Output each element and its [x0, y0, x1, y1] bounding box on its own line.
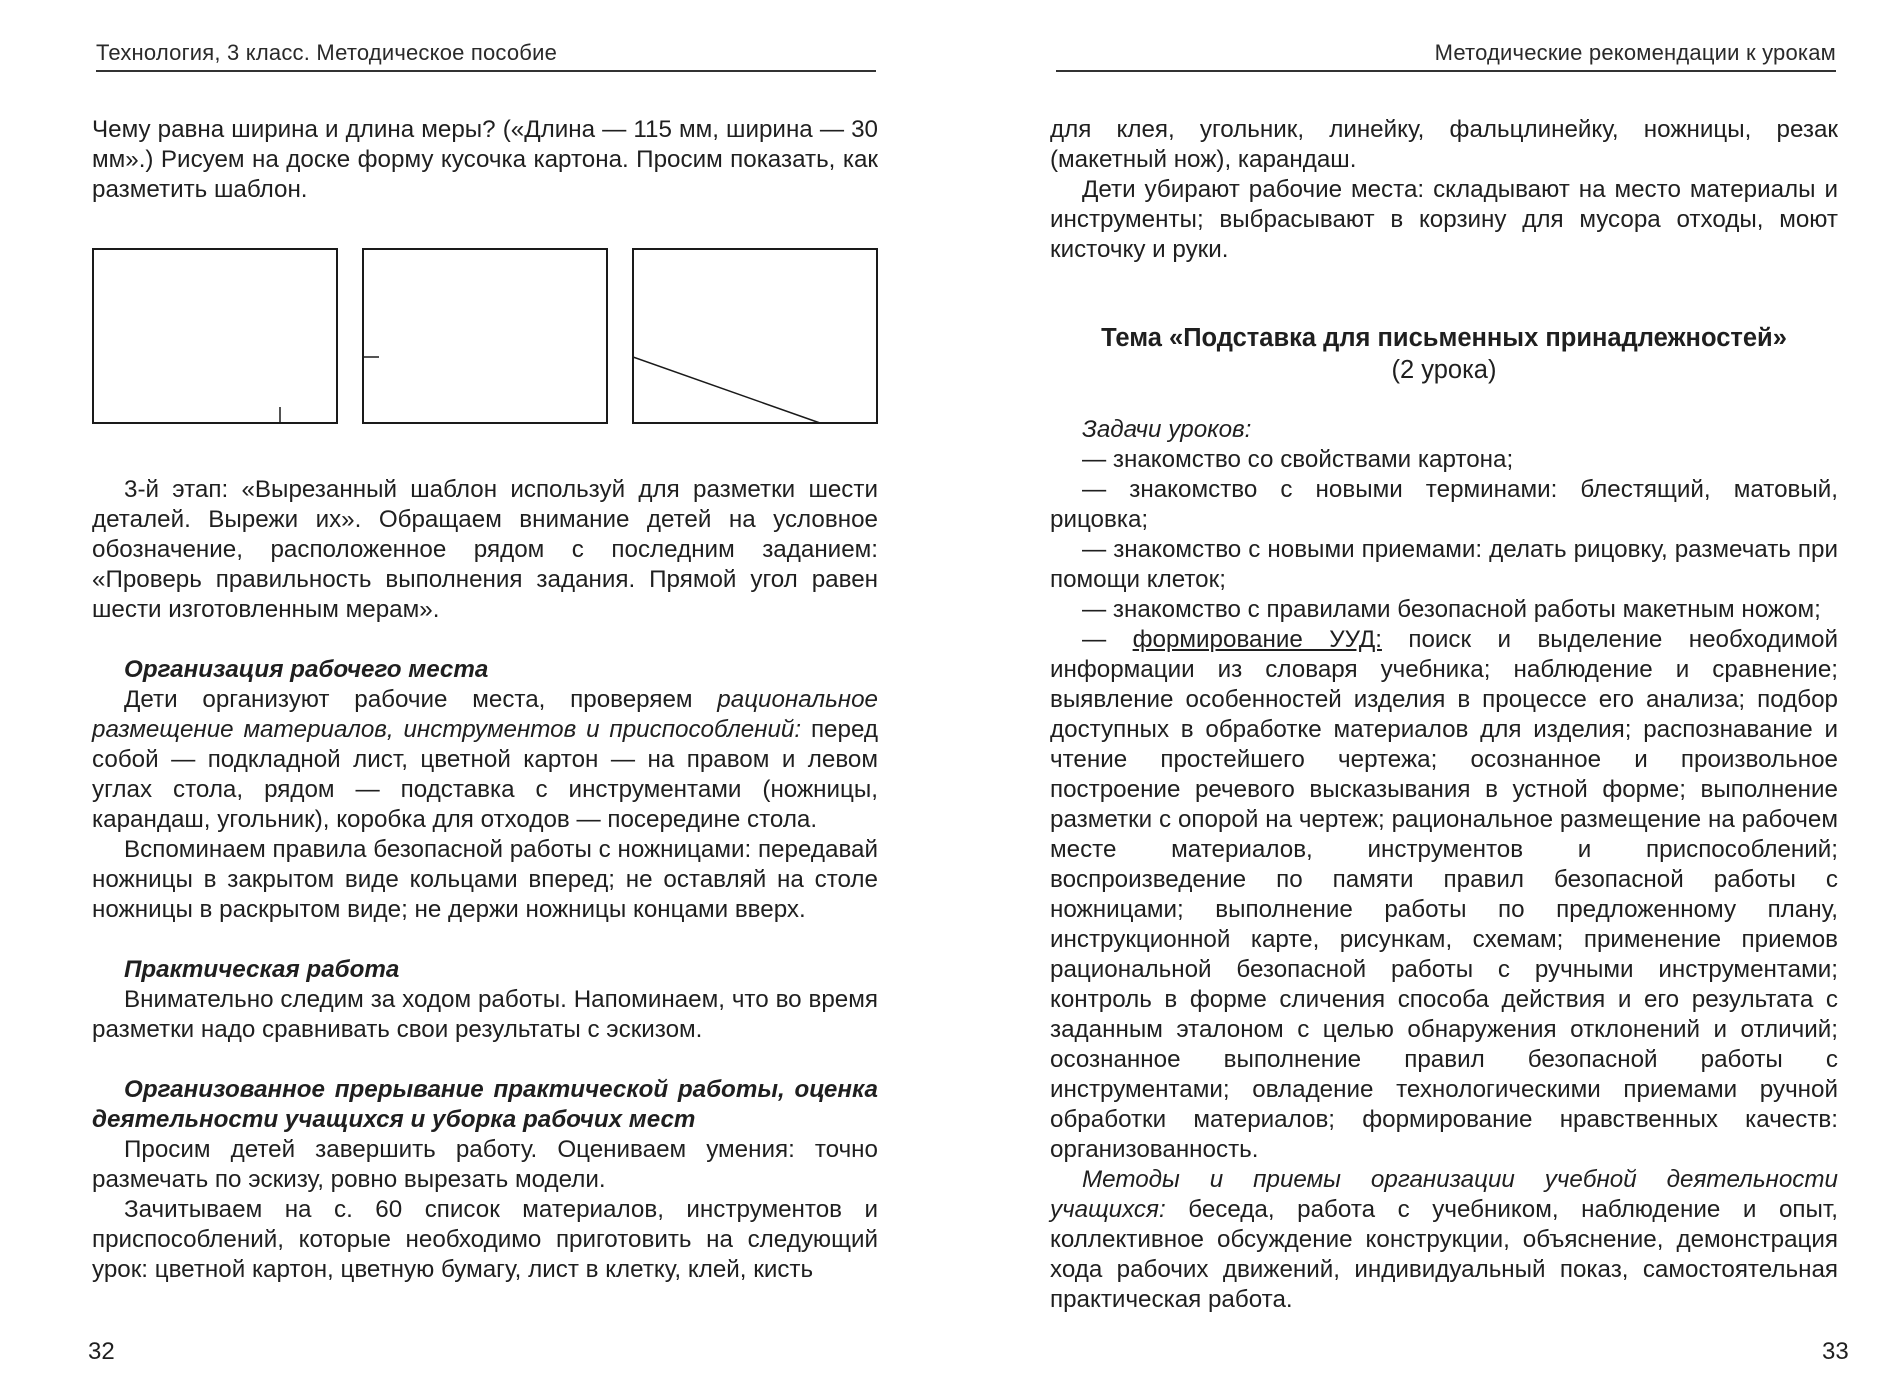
topic-heading	[1050, 322, 1838, 386]
interrupt-paragraph-1: Просим детей завершить работу. Оцениваем умения: точно размечать по эскизу, ровно вырезать модели.	[92, 1136, 878, 1193]
right-top-block	[1050, 115, 1838, 265]
task-item-4: — знакомство с правилами безопасной работы макетным ножом;	[1082, 596, 1821, 623]
methods-paragraph	[1050, 1165, 1838, 1315]
right-main-block	[1050, 415, 1838, 1315]
cleanup-paragraph: Дети убирают рабочие места: складывают на место материалы и инструменты; выбрасывают в корзину для мусора отходы, моют кисточку и руки.	[1050, 176, 1838, 263]
tasks-heading-text: Задачи уроков:	[1082, 416, 1252, 443]
right-page	[950, 0, 1900, 1398]
org-p1-emphasis: рациональное размещение материалов, инструментов и приспособлений:	[92, 686, 878, 743]
org-paragraph-2: Вспоминаем правила безопасной работы с ножницами: передавай ножницы в закрытом виде кольцами вперед; не оставляй на столе ножницы в раскрытом виде; не держи ножницы концами вверх.	[92, 836, 878, 923]
task-item-5	[1050, 625, 1838, 1165]
interrupt-heading: Организованное прерывание практической работы, оценка деятельности учащихся и уборка рабочих мест	[92, 1076, 878, 1133]
figure-rectangle-1	[93, 249, 337, 423]
page-number-right: 33	[1822, 1338, 1849, 1365]
org-heading: Организация рабочего места	[124, 656, 489, 683]
left-intro-block	[92, 115, 878, 205]
practice-heading: Практическая работа	[124, 956, 400, 983]
tasks-heading	[1050, 415, 1838, 445]
figure-rectangle-2	[363, 249, 607, 423]
org-p1-start: Дети организуют рабочие места, проверяем	[124, 686, 718, 713]
topic-subtitle: (2 урока)	[1391, 356, 1497, 384]
intro-paragraph: Чему равна ширина и длина меры? («Длина — 115 мм, ширина — 30 мм».) Рисуем на доске форму кусочка картона. Просим показать, как разметить шаблон.	[92, 116, 878, 203]
methods-text: беседа, работа с учебником, наблюдение и опыт, коллективное обсуждение конструкции, объяснение, демонстрация хода рабочих движений, индивидуальный показ, самостоятельная практическая работа.	[1050, 1196, 1838, 1313]
task5-underlined: формирование УУД:	[1132, 626, 1382, 653]
continuation-paragraph: для клея, угольник, линейку, фальцлинейку, ножницы, резак (макетный нож), карандаш.	[1050, 116, 1838, 173]
task5-text: поиск и выделение необходимой информации из словаря учебника; наблюдение и сравнение; выявление особенностей изделия в процессе его анализа; подбор доступных в обработке материалов для изделия; распознавание и чтение простейшего чертежа; осознанное и произвольное построение речевого высказывания в устной форме; выполнение разметки с опорой на чертеж; рациональное размещение на рабочем месте материалов, инструментов и приспособлений; воспроизведение по памяти правил безопасной работы с ножницами; выполнение работы по предложенному плану, инструкционной карте, рисункам, схемам; применение приемов рациональной безопасной работы с ручными инструментами; контроль в форме сличения способа действия и его результата с заданным эталоном с целью обнаружения отклонений и отличий; осознанное выполнение правил безопасной работы с инструментами; овладение технологическими приемами ручной обработки материалов; формирование нравственных качеств: организованность.	[1050, 626, 1838, 1163]
template-figures	[92, 245, 878, 425]
running-head-left: Технология, 3 класс. Методическое пособие	[96, 40, 876, 72]
org-paragraph-1	[92, 685, 878, 835]
practice-paragraph: Внимательно следим за ходом работы. Напоминаем, что во время разметки надо сравнивать свои результаты с эскизом.	[92, 986, 878, 1043]
page-number-left: 32	[88, 1338, 115, 1365]
task-item-1: — знакомство со свойствами картона;	[1082, 446, 1514, 473]
interrupt-paragraph-2: Зачитываем на с. 60 список материалов, инструментов и приспособлений, которые необходимо приготовить на следующий урок: цветной картон, цветную бумагу, лист в клетку, клей, кисть	[92, 1196, 878, 1283]
figure-rectangle-3	[633, 249, 877, 423]
task5-dash: —	[1082, 626, 1133, 653]
topic-title: Тема «Подставка для письменных принадлежностей»	[1101, 324, 1787, 352]
running-head-right: Методические рекомендации к урокам	[1056, 40, 1836, 72]
org-p1-end: перед собой — подкладной лист, цветной картон — на правом и левом углах стола, рядом — подставка с инструментами (ножницы, карандаш, угольник), коробка для отходов — посередине стола.	[92, 716, 878, 833]
stage3-paragraph: 3-й этап: «Вырезанный шаблон используй для разметки шести деталей. Вырежи их». Обращаем внимание детей на условное обозначение, расположенное рядом с последним заданием: «Проверь правильность выполнения задания. Прямой угол равен шести изготовленным мерам».	[92, 476, 878, 623]
left-main-block	[92, 475, 878, 1285]
task-item-2: — знакомство с новыми терминами: блестящий, матовый, рицовка;	[1050, 476, 1838, 533]
methods-emphasis: Методы и приемы организации учебной деятельности учащихся:	[1050, 1166, 1838, 1223]
task-item-3: — знакомство с новыми приемами: делать рицовку, размечать при помощи клеток;	[1050, 536, 1838, 593]
